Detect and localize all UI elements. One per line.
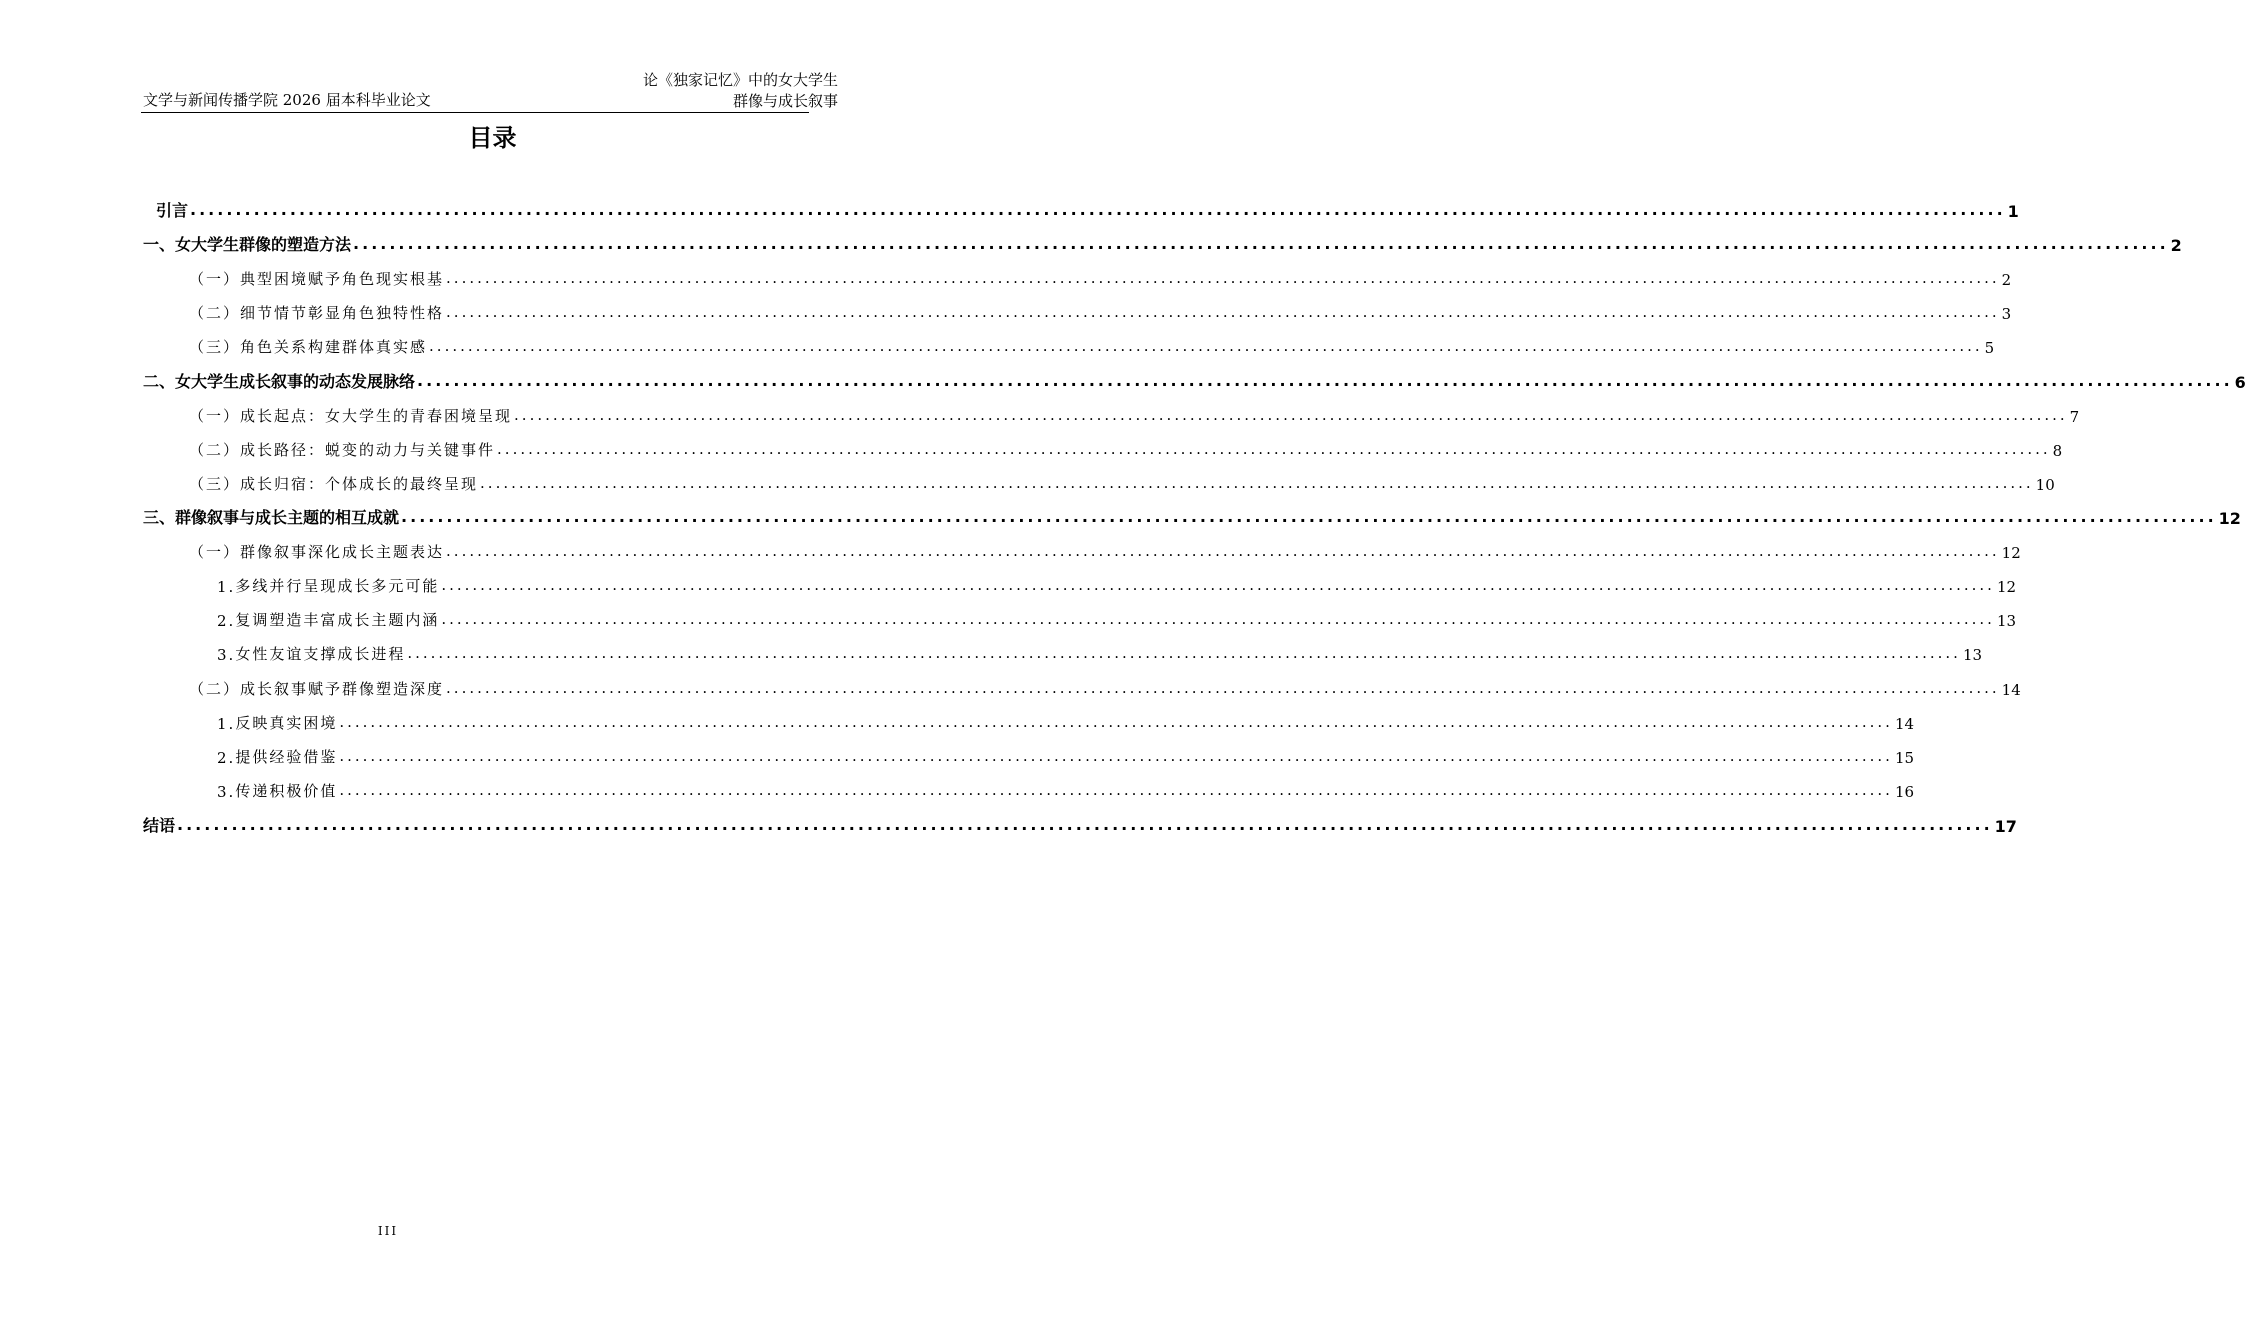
toc-entry-title: 传递积极价值 (235, 782, 338, 800)
toc-entry-page: 1 (2007, 202, 2019, 221)
toc-entry[interactable] (189, 540, 2021, 562)
toc-entry-title: 女性友谊支撑成长进程 (235, 645, 406, 663)
toc-entry-page: 14 (2001, 681, 2021, 699)
toc-entry-title: 多线并行呈现成长多元可能 (235, 577, 440, 595)
toc-leader-dots: ........................................................................................................................................................................................................ (446, 679, 2000, 697)
toc-entry[interactable] (189, 301, 2012, 323)
toc-entry-page: 17 (1994, 817, 2017, 836)
toc-entry-number: 一、 (143, 235, 176, 254)
toc-entry[interactable] (189, 335, 1995, 357)
toc-leader-dots: ........................................................................................................................................................................................................ (339, 781, 1893, 799)
toc-leader-dots: ........................................................................................................................................................................................................ (339, 713, 1893, 731)
toc-entry[interactable] (189, 472, 2055, 494)
toc-entry-title: 复调塑造丰富成长主题内涵 (235, 611, 440, 629)
toc-leader-dots: ........................................................................................................................................................................................................ (497, 440, 2051, 458)
toc-entry-page: 7 (2069, 408, 2080, 426)
toc-entry-page: 8 (2052, 442, 2063, 460)
running-header-left: 文学与新闻传播学院 2026 届本科毕业论文 (143, 91, 431, 109)
toc-entry[interactable] (189, 438, 2063, 460)
toc-entry-page: 16 (1894, 783, 1915, 801)
toc-entry-number: （一） (189, 407, 241, 425)
toc-entry[interactable] (217, 608, 2017, 630)
toc-entry[interactable] (143, 506, 2241, 528)
toc-entry-title: 女大学生成长叙事的动态发展脉络 (175, 372, 416, 391)
toc-entry-number: （三） (189, 475, 241, 493)
toc-entry-title: 成长叙事赋予群像塑造深度 (240, 680, 445, 698)
toc-entry[interactable] (217, 711, 1915, 733)
toc-entry[interactable] (217, 574, 2017, 596)
toc-entry-title: 细节情节彰显角色独特性格 (240, 304, 445, 322)
toc-entry-number: （二） (189, 680, 241, 698)
toc-leader-dots: ........................................................................................................................................................................................................ (353, 234, 2169, 253)
toc-entry-page: 14 (1894, 715, 1915, 733)
toc-entry[interactable] (143, 814, 2017, 836)
toc-entry-page: 10 (2035, 476, 2055, 494)
toc-leader-dots: ........................................................................................................................................................................................................ (401, 507, 2217, 526)
toc-entry-page: 12 (2218, 509, 2241, 528)
toc-entry-title: 女大学生群像的塑造方法 (175, 235, 352, 254)
toc-entry-number: （一） (189, 270, 241, 288)
toc-entry[interactable] (217, 642, 1983, 664)
toc-entry-page: 6 (2234, 373, 2246, 392)
toc-entry[interactable] (189, 677, 2021, 699)
toc-entry-number: 二、 (143, 372, 176, 391)
toc-entry-page: 12 (1996, 578, 2017, 596)
running-header-right-line2: 群像与成长叙事 (732, 92, 838, 110)
toc-entry-page: 3 (2001, 305, 2012, 323)
toc-entry-page: 12 (2001, 544, 2021, 562)
toc-leader-dots: ........................................................................................................................................................................................................ (446, 269, 2000, 287)
running-header-right (643, 70, 838, 112)
toc-leader-dots: ........................................................................................................................................................................................................ (407, 644, 1961, 662)
toc-entry-title: 角色关系构建群体真实感 (240, 338, 428, 356)
toc-entry-page: 13 (1962, 646, 1983, 664)
toc-entry[interactable] (156, 199, 2019, 221)
toc-leader-dots: ........................................................................................................................................................................................................ (429, 337, 1983, 355)
toc-entry-title: 成长起点：女大学生的青春困境呈现 (240, 407, 513, 425)
toc-entry-number: （二） (189, 441, 241, 459)
page-title: 目录 (468, 124, 517, 152)
toc-entry[interactable] (143, 370, 2246, 392)
toc-entry-title: 群像叙事与成长主题的相互成就 (175, 508, 400, 527)
toc-leader-dots: ........................................................................................................................................................................................................ (446, 303, 2000, 321)
toc-entry-title: 引言 (156, 201, 189, 220)
toc-entry-title: 成长路径：蜕变的动力与关键事件 (240, 441, 496, 459)
toc-entry-number: 3. (217, 783, 236, 801)
toc-entry-page: 2 (2170, 236, 2182, 255)
toc-entry-page: 2 (2001, 271, 2012, 289)
toc-entry[interactable] (189, 267, 2012, 289)
page-number: III (377, 1224, 399, 1238)
running-header-right-line1: 论《独家记忆》中的女大学生 (642, 71, 838, 89)
toc-entry-number: 1. (217, 578, 236, 596)
toc-entry-number: 1. (217, 715, 236, 733)
toc-entry-number: 3. (217, 646, 236, 664)
toc-entry-title: 成长归宿：个体成长的最终呈现 (240, 475, 479, 493)
toc-leader-dots: ........................................................................................................................................................................................................ (446, 542, 2000, 560)
toc-entry-page: 13 (1996, 612, 2017, 630)
toc-entry[interactable] (143, 233, 2182, 255)
toc-entry-title: 结语 (143, 816, 176, 835)
toc-entry-number: 2. (217, 749, 236, 767)
toc-entry-number: （三） (189, 338, 241, 356)
toc-leader-dots: ........................................................................................................................................................................................................ (441, 576, 1995, 594)
toc-entry-page: 5 (1984, 339, 1995, 357)
toc-leader-dots: ........................................................................................................................................................................................................ (417, 371, 2233, 390)
toc-entry-page: 15 (1894, 749, 1915, 767)
toc-entry[interactable] (189, 404, 2080, 426)
toc-leader-dots: ........................................................................................................................................................................................................ (177, 815, 1993, 834)
toc-entry-number: 三、 (143, 508, 176, 527)
toc-leader-dots: ........................................................................................................................................................................................................ (190, 200, 2006, 219)
toc-entry-number: （二） (189, 304, 241, 322)
header-rule (141, 112, 809, 113)
toc-entry-title: 群像叙事深化成长主题表达 (240, 543, 445, 561)
toc-leader-dots: ........................................................................................................................................................................................................ (441, 610, 1995, 628)
toc-entry-title: 反映真实困境 (235, 714, 338, 732)
toc-entry[interactable] (217, 745, 1915, 767)
toc-entry-title: 提供经验借鉴 (235, 748, 338, 766)
toc-entry-number: （一） (189, 543, 241, 561)
toc-entry-number: 2. (217, 612, 236, 630)
toc-leader-dots: ........................................................................................................................................................................................................ (480, 474, 2034, 492)
toc-leader-dots: ........................................................................................................................................................................................................ (339, 747, 1893, 765)
toc-entry-title: 典型困境赋予角色现实根基 (240, 270, 445, 288)
toc-leader-dots: ........................................................................................................................................................................................................ (514, 406, 2068, 424)
toc-entry[interactable] (217, 779, 1915, 801)
